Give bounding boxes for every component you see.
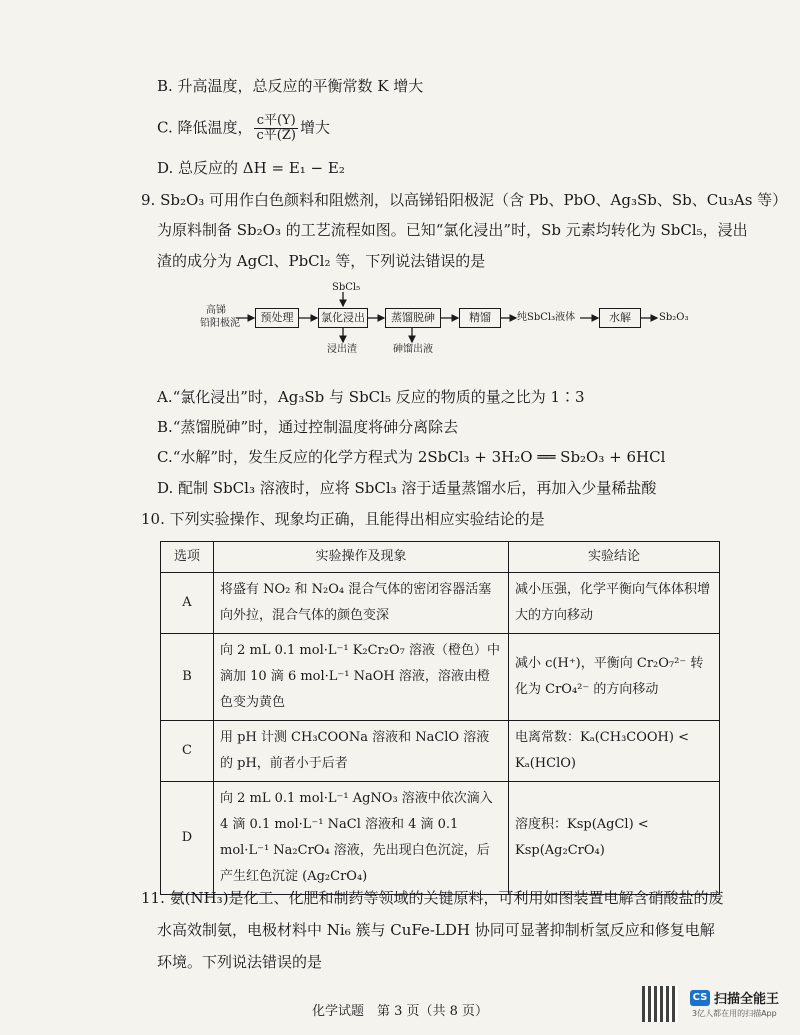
q9-option-d: D. 配制 SbCl₃ 溶液时，应将 SbCl₃ 溶于适量蒸馏水后，再加入少量稀盐酸	[157, 479, 657, 497]
q9-stem-line2: 为原料制备 Sb₂O₃ 的工艺流程如图。已知“氯化浸出”时，Sb 元素均转化为 SbCl₅，浸出	[157, 221, 748, 239]
row-conclusion: 溶度积：Ksp(AgCl) < Ksp(Ag₂CrO₄)	[509, 782, 720, 895]
flow-start-label-1: 高锑	[206, 305, 226, 316]
table-header: 选项	[161, 542, 214, 573]
row-option: C	[161, 721, 214, 782]
flow-residue-label: 浸出渣	[327, 344, 357, 355]
table-header: 实验结论	[509, 542, 720, 573]
flow-start-label-2: 铅阳极泥	[200, 318, 240, 329]
brand-tagline: 3亿人都在用的扫描App	[692, 1009, 777, 1018]
q10-table	[160, 541, 720, 895]
q11-stem-line2: 水高效制氨，电极材料中 Ni₆ 簇与 CuFe-LDH 协同可显著抑制析氢反应和修复电解	[157, 921, 715, 939]
row-option: A	[161, 573, 214, 634]
q9-option-a: A.“氯化浸出”时，Ag₃Sb 与 SbCl₅ 反应的物质的量之比为 1∶3	[157, 388, 585, 406]
q8-option-d: D. 总反应的 ΔH = E₁ − E₂	[157, 159, 345, 177]
table-row	[161, 634, 720, 721]
q10-stem: 10. 下列实验操作、现象均正确，且能得出相应实验结论的是	[141, 510, 545, 528]
flow-pure-sbcl3: 纯SbCl₃液体	[517, 312, 576, 323]
page-footer: 化学试题 第 3 页（共 8 页）	[311, 1004, 489, 1019]
table-header-row	[161, 542, 720, 573]
row-option: B	[161, 634, 214, 721]
q8-fraction: $\frac{\text{c平(Y)}}{\text{c平(Z)}}$	[256, 113, 296, 143]
table-row	[161, 573, 720, 634]
row-operation: 向 2 mL 0.1 mol·L⁻¹ K₂Cr₂O₇ 溶液（橙色）中滴加 10 滴 6 mol·L⁻¹ NaOH 溶液，溶液由橙色变为黄色	[214, 634, 509, 721]
flow-step-hydrolysis: 水解	[599, 308, 641, 328]
q8-option-c: C. 降低温度， $\frac{\text{c平(Y)}}{\text{c平(Z)}}$ 增大	[157, 113, 330, 143]
row-operation: 向 2 mL 0.1 mol·L⁻¹ AgNO₃ 溶液中依次滴入 4 滴 0.1 mol·L⁻¹ NaCl 溶液和 4 滴 0.1 mol·L⁻¹ Na₂CrO₄ 溶液，先出现白色沉淀，后产生红色沉淀 (Ag₂CrO₄)	[214, 782, 509, 895]
row-conclusion: 减小 c(H⁺)，平衡向 Cr₂O₇²⁻ 转化为 CrO₄²⁻ 的方向移动	[509, 634, 720, 721]
row-conclusion: 减小压强，化学平衡向气体体积增大的方向移动	[509, 573, 720, 634]
table-row	[161, 782, 720, 895]
flow-step-distillation: 蒸馏脱砷	[385, 308, 441, 328]
row-option: D	[161, 782, 214, 895]
cs-logo-icon: CS	[690, 990, 710, 1006]
q8-option-b: B. 升高温度，总反应的平衡常数 K 增大	[157, 77, 424, 95]
flow-arsenic-label: 砷馏出液	[393, 344, 433, 355]
flow-step-rectification: 精馏	[459, 308, 501, 328]
brand-name: 扫描全能王	[714, 992, 780, 1007]
q11-stem-line1: 11. 氨(NH₃)是化工、化肥和制药等领域的关键原料，可利用如图装置电解含硝酸盐的废	[141, 889, 724, 907]
q11-stem-line3: 环境。下列说法错误的是	[157, 953, 323, 971]
q9-stem-line3: 渣的成分为 AgCl、PbCl₂ 等，下列说法错误的是	[157, 252, 486, 270]
q9-option-b: B.“蒸馏脱砷”时，通过控制温度将砷分离除去	[157, 418, 459, 436]
q9-stem-line1: 9. Sb₂O₃ 可用作白色颜料和阻燃剂，以高锑铅阳极泥（含 Pb、PbO、Ag₃Sb、Sb、Cu₃As 等）	[141, 191, 788, 209]
flow-step-chlorination: 氯化浸出	[318, 308, 368, 328]
table-row	[161, 721, 720, 782]
qr-code-icon	[642, 986, 678, 1022]
flow-product: Sb₂O₃	[659, 312, 689, 323]
scanner-watermark	[642, 986, 792, 1026]
table-header: 实验操作及现象	[214, 542, 509, 573]
row-conclusion: 电离常数：Kₐ(CH₃COOH) < Kₐ(HClO)	[509, 721, 720, 782]
q9-option-c: C.“水解”时，发生反应的化学方程式为 2SbCl₃ + 3H₂O ══ Sb₂O₃ + 6HCl	[157, 448, 666, 466]
row-operation: 用 pH 计测 CH₃COONa 溶液和 NaClO 溶液的 pH，前者小于后者	[214, 721, 509, 782]
row-operation: 将盛有 NO₂ 和 N₂O₄ 混合气体的密闭容器活塞向外拉，混合气体的颜色变深	[214, 573, 509, 634]
flow-step-pretreat: 预处理	[255, 308, 299, 328]
flow-reagent-label: SbCl₅	[332, 282, 361, 293]
